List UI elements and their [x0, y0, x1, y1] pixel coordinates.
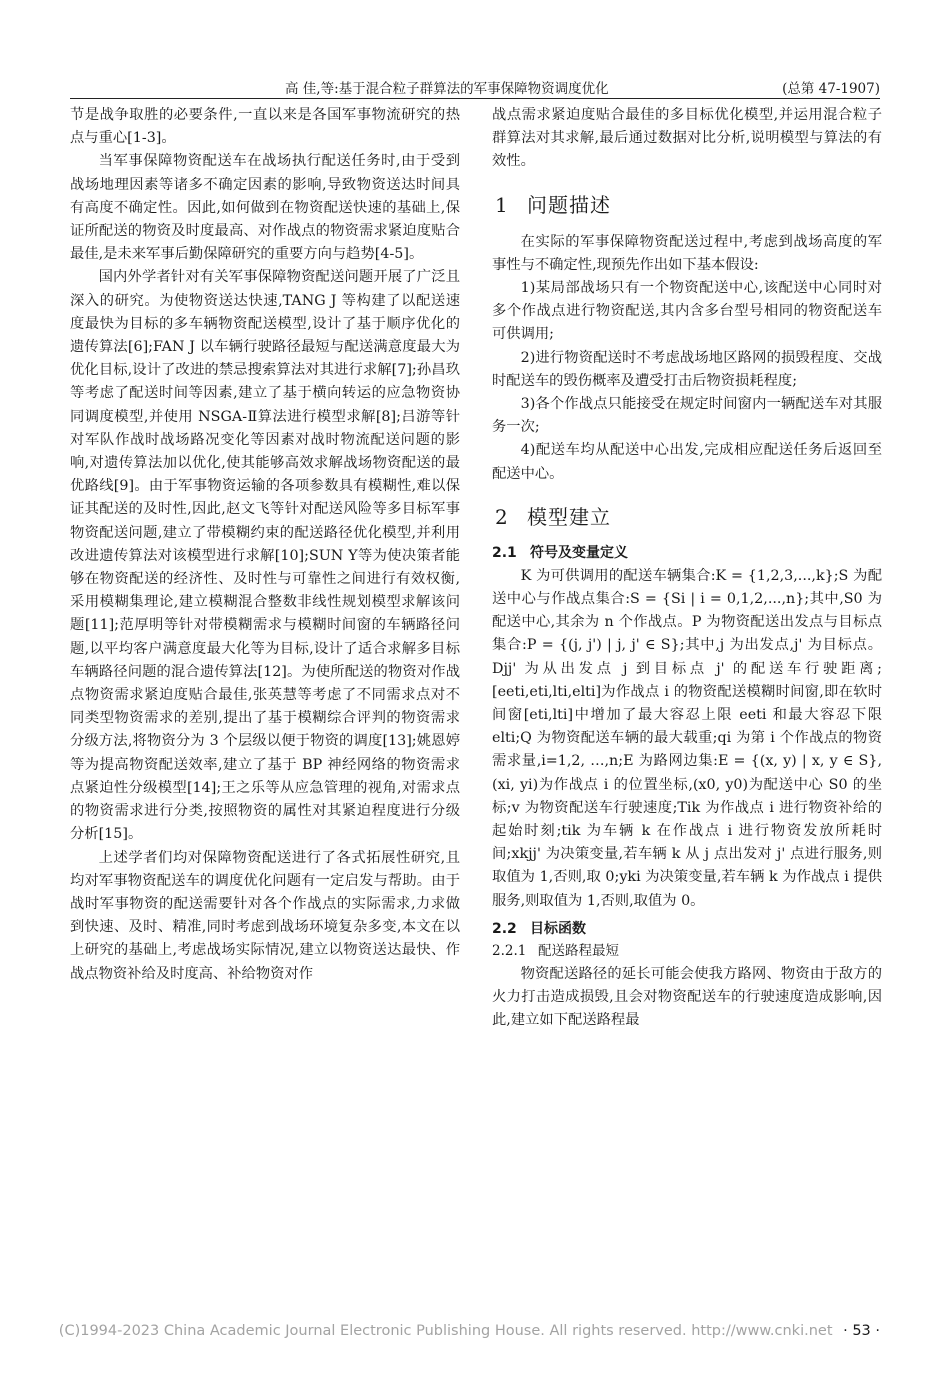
footer-copyright: (C)1994-2023 China Academic Journal Electronic Publishing House. All rights reserved. http://www.cnki.net	[58, 1323, 833, 1339]
heading-number: 2.1	[492, 544, 517, 561]
section-heading	[495, 189, 882, 218]
paragraph: 节是战争取胜的必要条件,一直以来是各国军事物流研究的热点与重心[1-3]。	[70, 107, 460, 147]
paragraph: 在实际的军事保障物资配送过程中,考虑到战场高度的军事性与不确定性,现预先作出如下基本假设:	[492, 233, 882, 273]
heading-number: 2.2.1	[492, 942, 527, 959]
paragraph: 4)配送车均从配送中心出发,完成相应配送任务后返回至配送中心。	[492, 442, 882, 482]
paragraph: K 为可供调用的配送车辆集合:K = {1,2,3,...,k};S 为配送中心与作战点集合:S = {Si | i = 0,1,2,...,n};其中,S0 为配送中心,其余为 n 个作战点。P 为物资配送出发点与目标点集合:P = {(j, j') | j, j' ∈ S};其中,j 为出发点,j' 为目标点。Djj' 为从出发点 j 到目标点 j' 的配送车行驶距离;[eeti,eti,lti,elti]为作战点 i 的物资配送模糊时间窗,即在软时间窗[eti,lti]中增加了最大容忍上限 eeti 和最大容忍下限 elti;Q 为物资配送车辆的最大载重;qi 为第 i 个作战点的物资需求量,i=1,2, …,n;E 为路网边集:E = {(x, y) | x, y ∈ S},(xi, yi)为作战点 i 的位置坐标,(x0, y0)为配送中心 S0 的坐标;v 为物资配送车行驶速度;Tik 为作战点 i 进行物资补给的起始时刻;tik 为车辆 k 在作战点 i 进行物资发放所耗时间;xkjj' 为决策变量,若车辆 k 从 j 点出发对 j' 点进行服务,则取值为 1,否则,取 0;yki 为决策变量,若车辆 k 为作战点 i 提供服务,则取值为 1,否则,取值为 0。	[492, 567, 882, 909]
page-number: · 53 ·	[843, 1323, 880, 1339]
paragraph: 物资配送路径的延长可能会使我方路网、物资由于敌方的火力打击造成损毁,且会对物资配送车的行驶速度造成影响,因此,建立如下配送路程最	[492, 965, 882, 1029]
paragraph: 3)各个作战点只能接受在规定时间窗内一辆配送车对其服务一次;	[492, 396, 882, 436]
left-column	[70, 104, 460, 986]
heading-number: 2.2	[492, 920, 517, 937]
paragraph: 战点需求紧迫度贴合最佳的多目标优化模型,并运用混合粒子群算法对其求解,最后通过数据对比分析,说明模型与算法的有效性。	[492, 107, 882, 170]
right-column	[492, 104, 882, 1033]
heading-text: 问题描述	[527, 192, 611, 217]
heading-text: 模型建立	[527, 504, 611, 529]
heading-text: 配送路程最短	[538, 942, 619, 959]
subsection-heading	[492, 543, 882, 563]
heading-text: 符号及变量定义	[530, 544, 628, 561]
heading-text: 目标函数	[530, 920, 586, 937]
subsection-heading	[492, 919, 882, 939]
header-page-ref: (总第 47-1907)	[782, 81, 880, 97]
section-heading	[495, 501, 882, 530]
subsubsection-heading	[492, 941, 882, 961]
paragraph: 2)进行物资配送时不考虑战场地区路网的损毁程度、交战时配送车的毁伤概率及遭受打击后物资损耗程度;	[492, 349, 882, 389]
heading-number: 1	[495, 192, 509, 217]
running-header	[70, 74, 880, 99]
paragraph: 1)某局部战场只有一个物资配送中心,该配送中心同时对多个作战点进行物资配送,其内含多台型号相同的物资配送车可供调用;	[492, 280, 882, 343]
paragraph: 上述学者们均对保障物资配送进行了各式拓展性研究,且均对军事物资配送车的调度优化问题有一定启发与帮助。由于战时军事物资的配送需要针对各个作战点的实际需求,力求做到快速、及时、精准,同时考虑到战场环境复杂多变,本文在以上研究的基础上,考虑战场实际情况,建立以物资送达最快、作战点物资补给及时度高、补给物资对作	[70, 849, 460, 982]
page-footer	[0, 1323, 880, 1347]
heading-number: 2	[495, 504, 509, 529]
paragraph: 国内外学者针对有关军事保障物资配送问题开展了广泛且深入的研究。为使物资送达快速,TANG J 等构建了以配送速度最快为目标的多车辆物资配送模型,设计了基于顺序优化的遗传算法[6];FAN J 以车辆行驶路径最短与配送满意度最大为优化目标,设计了改进的禁忌搜索算法对其进行求解[7];孙昌玖等考虑了配送时间等因素,建立了基于横向转运的应急物资协同调度模型,并使用 NSGA-Ⅱ算法进行模型求解[8];吕游等针对军队作战时战场路况变化等因素对战时物流配送问题的影响,对遗传算法加以优化,使其能够高效求解战场物资配送的最优路线[9]。由于军事物资运输的各项参数具有模糊性,难以保证其配送的及时性,因此,赵文飞等针对配送风险等多目标军事物资配送问题,建立了带模糊约束的配送路径优化模型,并利用改进遗传算法对该模型进行求解[10];SUN Y等为使决策者能够在物资配送的经济性、及时性与可靠性之间进行有效权衡,采用模糊集理论,建立模糊混合整数非线性规划模型求解该问题[11];范厚明等针对带模糊需求与模糊时间窗的车辆路径问题,以平均客户满意度最大化等为目标,设计了适合求解多目标车辆路径问题的混合遗传算法[12]。为使所配送的物资对作战点物资需求紧迫度贴合最佳,张英慧等考虑了不同需求点对不同类型物资需求的差别,提出了基于模糊综合评判的物资需求分级方法,将物资分为 3 个层级以便于物资的调度[13];姚恩婷等为提高物资配送效率,建立了基于 BP 神经网络的物资需求点紧迫性分级模型[14];王之乐等从应急管理的视角,对需求点的物资需求进行分类,按照物资的属性对其紧迫程度进行分级分析[15]。	[70, 269, 460, 843]
paragraph: 当军事保障物资配送车在战场执行配送任务时,由于受到战场地理因素等诸多不确定因素的影响,导致物资送达时间具有高度不确定性。因此,如何做到在物资配送快速的基础上,保证所配送的物资及时度最高、对作战点的物资需求紧迫度贴合最佳,是未来军事后勤保障研究的重要方向与趋势[4-5]。	[70, 153, 460, 263]
header-title: 高 佳,等:基于混合粒子群算法的军事保障物资调度优化	[285, 81, 609, 97]
